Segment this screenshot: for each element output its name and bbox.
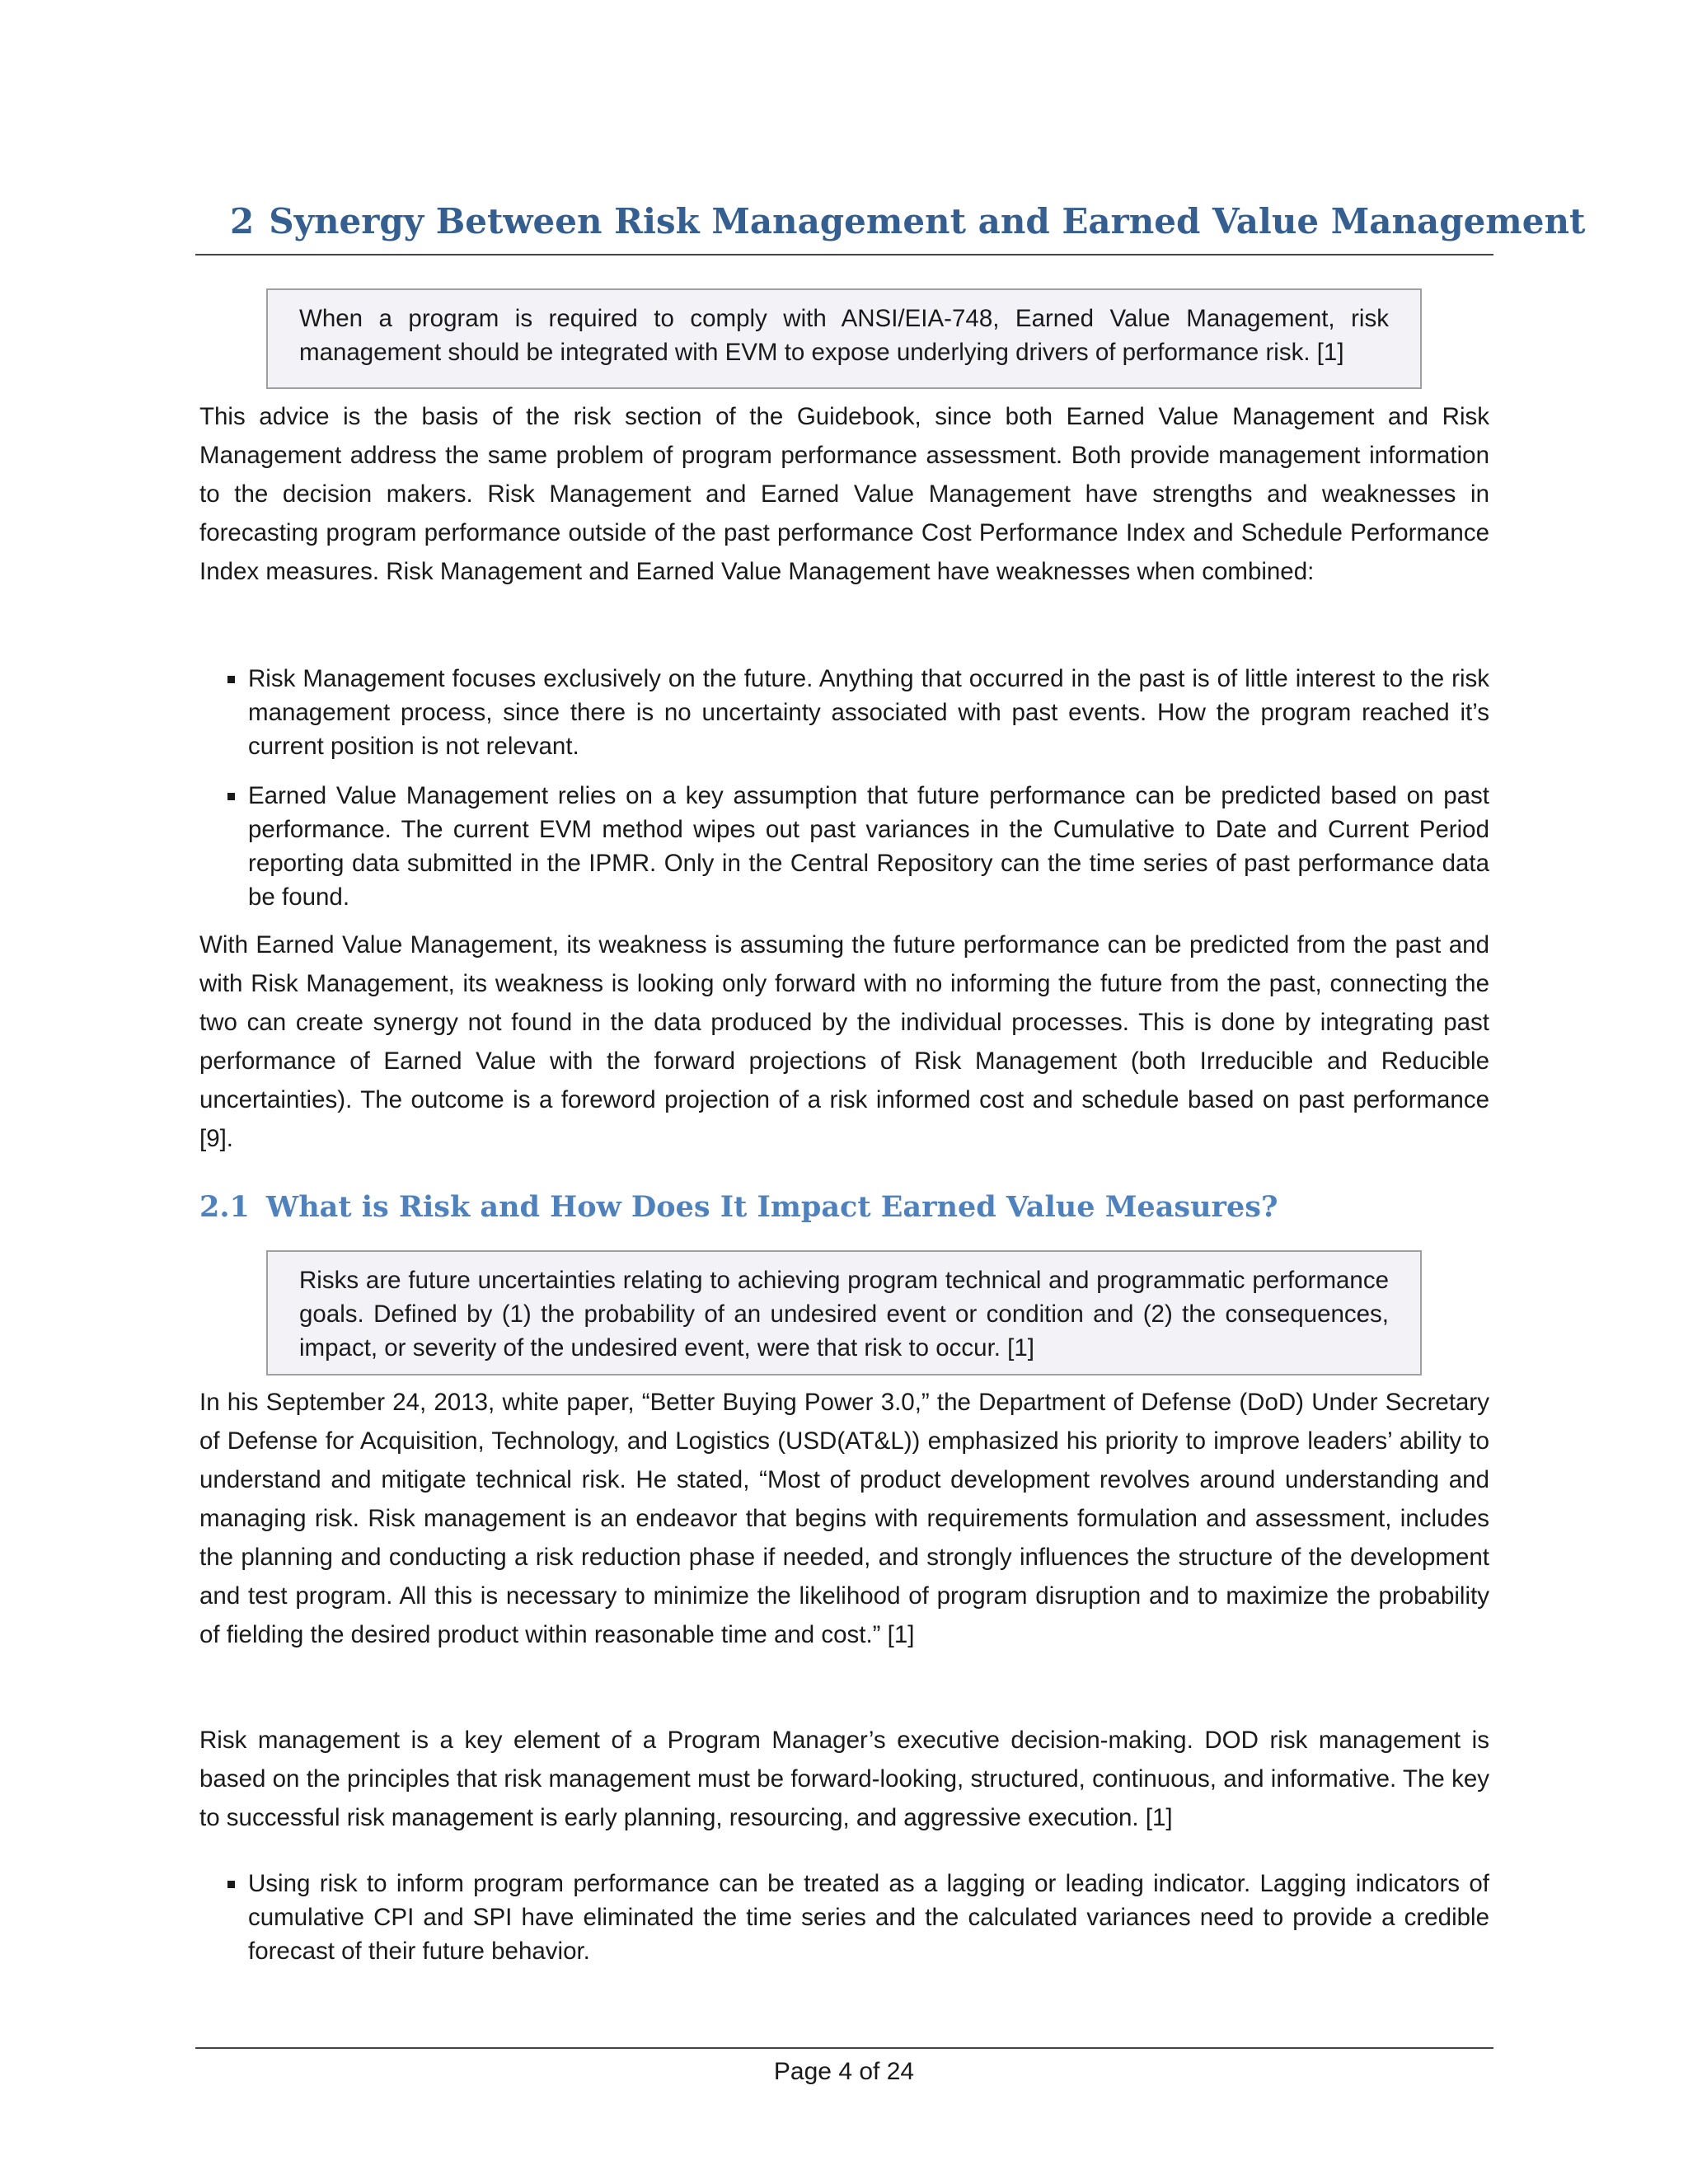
bullet-square-icon: [227, 1881, 235, 1888]
section-title: Synergy Between Risk Management and Earned Value Management: [269, 201, 1586, 241]
subsection-number: 2.1: [199, 1190, 250, 1224]
bullet-square-icon: [227, 793, 235, 800]
section-number: 2: [230, 201, 255, 241]
paragraph-better-buying-power: In his September 24, 2013, white paper, “Better Buying Power 3.0,” the Department of Defense (DoD) Under Secretary of Defense for Acquisition, Technology, and Logistics (USD(AT&L)) emphasized his priority to improve leaders’ ability to understand and mitigate technical risk. He stated, “Most of product development revolves around understanding and managing risk. Risk management is an endeavor that begins with requirements formulation and assessment, includes the planning and conducting a risk reduction phase if needed, and strongly influences the structure of the development and test program. All this is necessary to minimize the likelihood of program disruption and to maximize the probability of fielding the desired product within reasonable time and cost.” [1]: [199, 1389, 1489, 1648]
page-number: Page 4 of 24: [773, 2058, 915, 2085]
quote-box-ansi: When a program is required to comply with ANSI/EIA-748, Earned Value Management, risk management should be integrated with EVM to expose underlying drivers of performance risk. [1]: [266, 288, 1422, 389]
list-item-text: Risk Management focuses exclusively on the future. Anything that occurred in the past is of little interest to the risk management process, since there is no uncertainty associated with past events. How the program reached it’s current position is not relevant.: [248, 665, 1489, 760]
paragraph-evm-synergy: With Earned Value Management, its weakness is assuming the future performance can be predicted from the past and with Risk Management, its weakness is looking only forward with no informing the future from the past, connecting the two can create synergy not found in the data produced by the individual processes. This is done by integrating past performance of Earned Value with the forward projections of Risk Management (both Irreducible and Reducible uncertainties). The outcome is a foreword projection of a risk informed cost and schedule based on past performance [9].: [199, 931, 1489, 1152]
section-heading: [195, 188, 1586, 255]
list-item: [199, 1867, 1489, 1968]
bullet-list-indicators: [199, 1867, 1489, 1984]
bullet-list-weaknesses: [199, 662, 1489, 930]
paragraph-guidebook-advice: This advice is the basis of the risk section of the Guidebook, since both Earned Value Management and Risk Management address the same problem of program performance assessment. Both provide management information to the decision makers. Risk Management and Earned Value Management have strengths and weaknesses in forecasting program performance outside of the past performance Cost Performance Index and Schedule Performance Index measures. Risk Management and Earned Value Management have weaknesses when combined:: [199, 403, 1489, 585]
subsection-title: What is Risk and How Does It Impact Earned Value Measures?: [265, 1190, 1278, 1224]
list-item: [199, 779, 1489, 914]
list-item-text: Earned Value Management relies on a key assumption that future performance can be predicted based on past performance. The current EVM method wipes out past variances in the Cumulative to Date and Current Period reporting data submitted in the IPMR. Only in the Central Repository can the time series of past performance data be found.: [248, 782, 1489, 911]
footer-divider: [195, 2047, 1493, 2049]
bullet-square-icon: [227, 676, 235, 683]
list-item: [199, 662, 1489, 763]
paragraph-risk-management-key: Risk management is a key element of a Program Manager’s executive decision-making. DOD risk management is based on the principles that risk management must be forward-looking, structured, continuous, and informative. The key to successful risk management is early planning, resourcing, and aggressive execution. [1]: [199, 1727, 1489, 1831]
subsection-heading: [199, 1183, 1278, 1232]
list-item-text: Using risk to inform program performance can be treated as a lagging or leading indicator. Lagging indicators of cumulative CPI and SPI have eliminated the time series and the calculated variances need to provide a credible forecast of their future behavior.: [248, 1870, 1489, 1965]
quote-box-risk-definition: Risks are future uncertainties relating to achieving program technical and programmatic performance goals. Defined by (1) the probability of an undesired event or condition and (2) the consequences, impact, or severity of the undesired event, were that risk to occur. [1]: [266, 1250, 1422, 1376]
